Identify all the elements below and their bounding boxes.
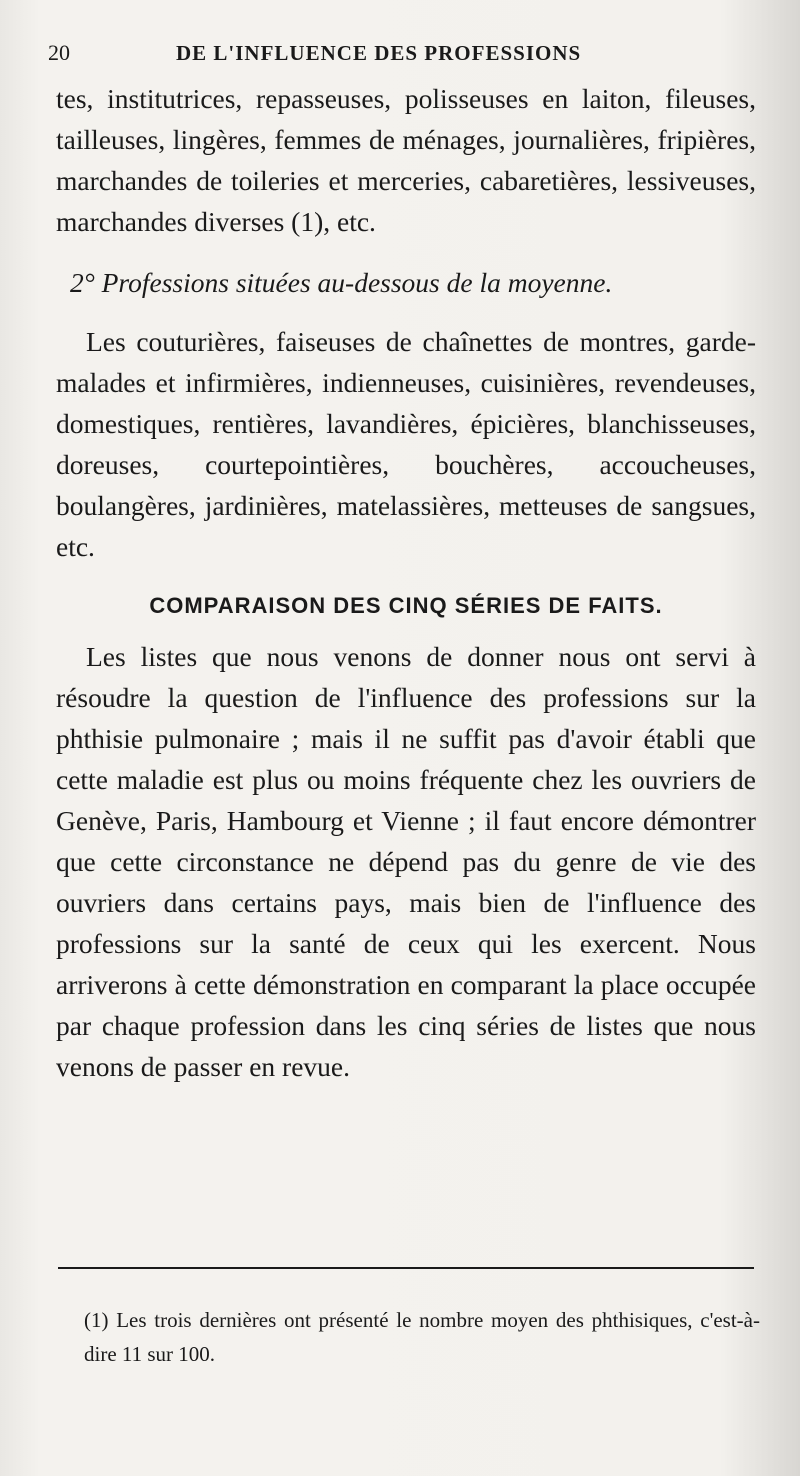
paragraph: Les couturières, faiseuses de chaînettes de montres, garde-malades et infirmières, indienneuses, cuisinières, revendeuses, domestiques, rentières, lavandières, épicières, blanchisseuses, doreuses, courtepointières, bouchères, accoucheuses, boulangères, jardinières, matelassières, metteuses de sangsues, etc.	[56, 326, 756, 562]
paragraph-continued: tes, institutrices, repasseuses, polisseuses en laiton, fileuses, tailleuses, lingères, femmes de ménages, journalières, fripières, marchandes de toileries et merceries, cabaretières, lessiveuses, marchandes diverses (1), etc.	[56, 83, 756, 237]
footnote-divider	[58, 1267, 754, 1269]
page-header	[48, 40, 748, 76]
page-body	[56, 78, 756, 1087]
paragraph: Les listes que nous venons de donner nous ont servi à résoudre la question de l'influence des professions sur la phthisie pulmonaire ; mais il ne suffit pas d'avoir établi que cette maladie est plus ou moins fréquente chez les ouvriers de Genève, Paris, Hambourg et Vienne ; il faut encore démontrer que cette circonstance ne dépend pas du genre de vie des ouvriers dans certains pays, mais bien de l'influence des professions sur la santé de ceux qui les exercent. Nous arriverons à cette démonstration en comparant la place occupée par chaque profession dans les cinq séries de listes que nous venons de passer en revue.	[56, 641, 756, 1082]
footnote: (1) Les trois dernières ont présenté le nombre moyen des phthisiques, c'est-à-dire 11 sur 100.	[84, 1308, 760, 1366]
running-head: DE L'INFLUENCE DES PROFESSIONS	[176, 41, 582, 65]
page-number: 20	[48, 40, 70, 65]
subheading: 2° Professions situées au-dessous de la moyenne.	[70, 267, 613, 298]
section-title: COMPARAISON DES CINQ SÉRIES DE FAITS.	[149, 593, 663, 618]
